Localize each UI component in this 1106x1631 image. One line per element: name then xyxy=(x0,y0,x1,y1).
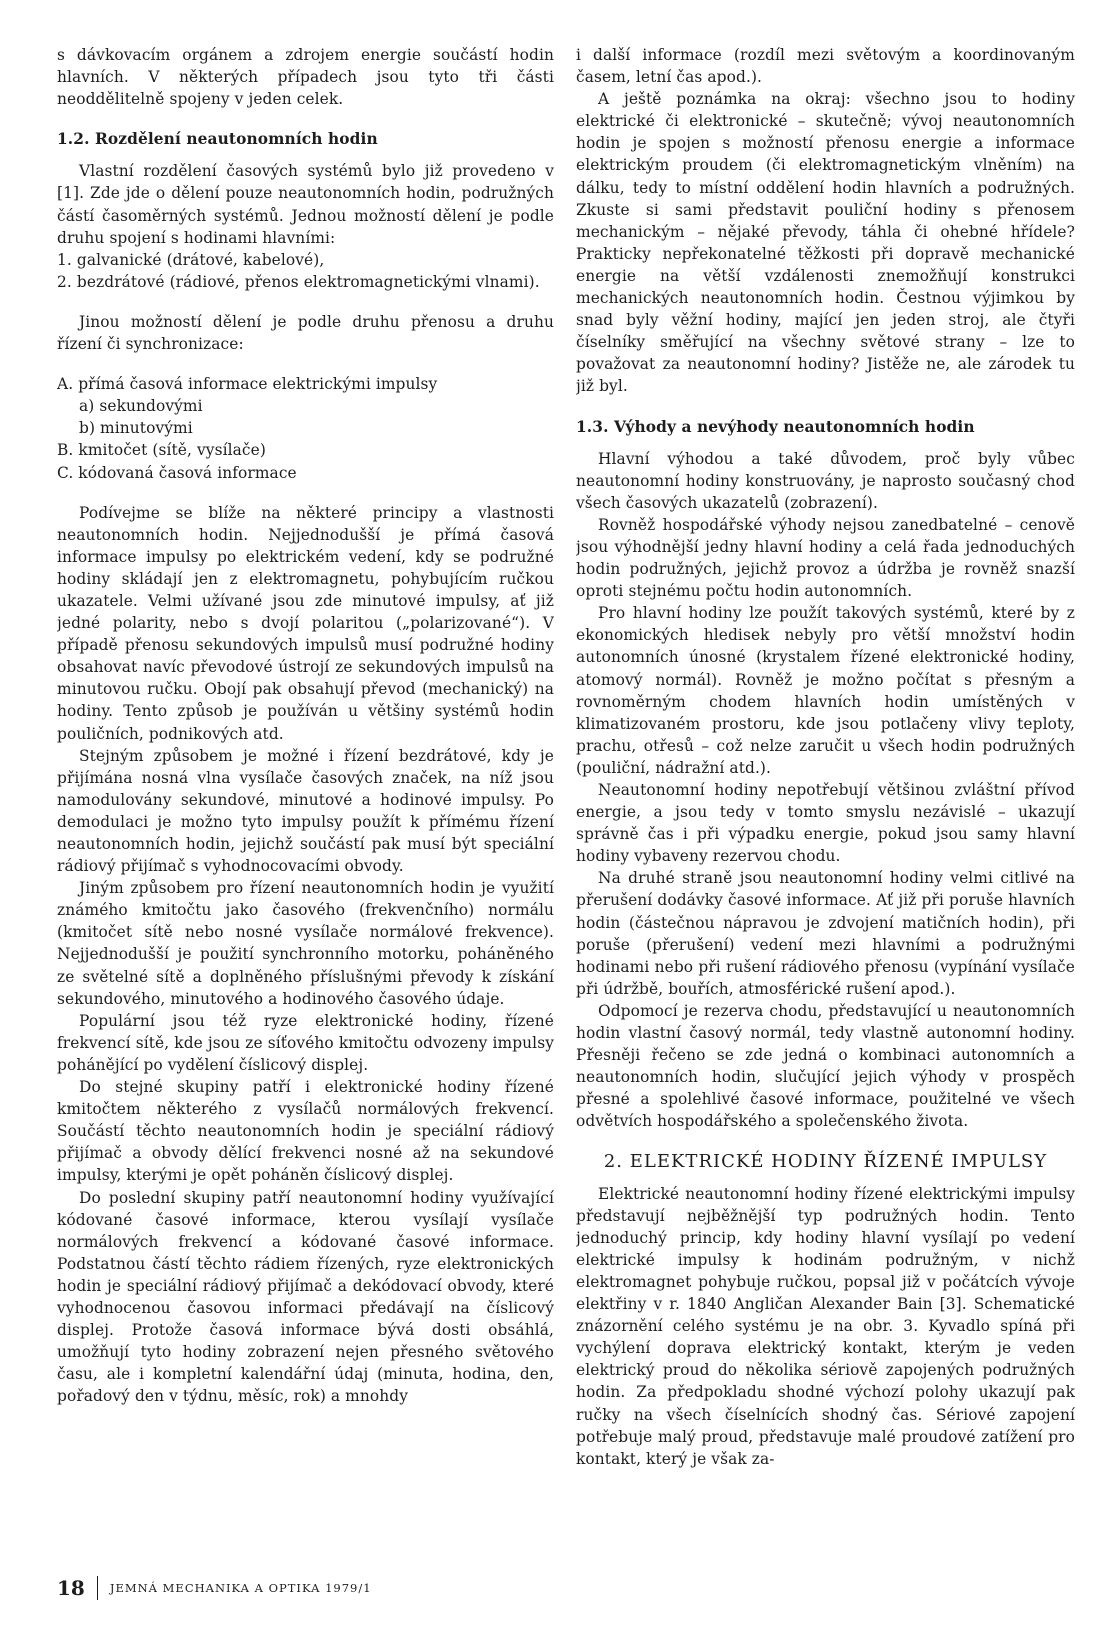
list-subitem-minutes: b) minutovými xyxy=(79,419,193,438)
paragraph-continuation: i další informace (rozdíl mezi světovým a koordinovaným časem, letní čas apod.). xyxy=(576,46,1075,87)
page-number: 18 xyxy=(57,1576,85,1600)
right-column xyxy=(576,44,1075,1524)
paragraph-same-group: Do stejné skupiny patří i elektronické hodiny řízené kmitočtem některého z vysílačů normálových frekvencí. Součástí těchto neautonomních hodin je speciální rádiový přijímač a obvody dělící frekvenci nosné až na sekundové impulsy, kterými je opět poháněn číslicový displej. xyxy=(57,1078,554,1185)
paragraph-second-division: Jinou možností dělení je podle druhu přenosu a druhu řízení či synchronizace: xyxy=(57,312,554,354)
paragraph-master-clock: Pro hlavní hodiny lze použít takových systémů, které by z ekonomických hledisek nebyly pro větší množství hodin autonomních únosné (krystalem řízené elektronické hodiny, atomový normál). Rovněž je možno počítat s přesným a rovnoměrným chodem hlavních hodin umístěných v klimatizovaném prostoru, kde jsou potlačeny vlivy teploty, prachu, otřesů – což nelze zaručit u všech hodin podružných (pouliční, nádražní atd.). xyxy=(576,604,1075,777)
footer-divider xyxy=(97,1576,98,1600)
paragraph-sensitivity: Na druhé straně jsou neautonomní hodiny velmi citlivé na přerušení dodávky časové informace. Ať již při poruše hlavních hodin (částečnou nápravou je zdvojení matičních hodin), při poruše (přerušení) vedení mezi hlavními a podružnými hodinami nebo při rušení rádiového přenosu (vypínání vysílače při údržbě, bouřích, atmosférické rušení apod.). xyxy=(576,869,1075,998)
paragraph-division: Vlastní rozdělení časových systémů bylo již provedeno v [1]. Zde jde o dělení pouze neautonomních hodin, podružných částí časoměrných systémů. Jednou možností dělení je podle druhu spojení s hodinami hlavními: xyxy=(57,162,554,247)
list-item-b: B. kmitočet (sítě, vysílače) xyxy=(57,441,266,460)
section-heading-1-2: 1.2. Rozdělení neautonomních hodin xyxy=(57,130,378,149)
paragraph-electronic-clocks: Populární jsou též ryze elektronické hodiny, řízené frekvencí sítě, kde jsou ze síťového kmitočtu odvozeny impulsy pohánějící po vydělení číslicový displej. xyxy=(57,1011,554,1074)
section-heading-1-3: 1.3. Výhody a nevýhody neautonomních hodin xyxy=(576,417,975,436)
paragraph-wireless-control: Stejným způsobem je možné i řízení bezdrátové, kdy je přijímána nosná vlna vysílače časových značek, na níž jsou namodulovány sekundové, minutové a hodinové impulsy. Po demodulaci je možno tyto impulsy použít k přímému řízení neautonomních hodin, jejichž součástí pak musí být speciální rádiový přijímač s vyhodnocovacími obvody. xyxy=(57,746,554,876)
paragraph-chapter-2: Elektrické neautonomní hodiny řízené elektrickými impulsy představují nejběžnější typ podružných hodin. Tento jednoduchý princip, kdy hodiny hlavní vysílají po vedení elektrické impulsy k hodinám podružným, v nichž elektromagnet pohybuje ručkou, popsal již v počátcích vývoje elektřiny v r. 1840 Angličan Alexander Bain [3]. Schematické znázornění celého systému je na obr. 3. Kyvadlo spíná při vychýlení doprava elektrický kontakt, kterým je veden elektrický proud do několika sériově zapojených podružných hodin. Za předpokladu shodné výchozí polohy ukazují pak ručky na všech číselnících shodný čas. Sériové zapojení potřebuje malý proud, představuje malé proudové zatížení pro kontakt, který je však za- xyxy=(576,1184,1075,1468)
list-item-galvanic: 1. galvanické (drátové, kabelové), xyxy=(57,250,325,269)
paragraph-economic: Rovněž hospodářské výhody nejsou zanedbatelné – cenově jsou výhodnější jedny hlavní hodiny a celá řada jednoduchých hodin podružných, jejichž provoz a údržba je rovněž snazší oproti stejnému počtu hodin autonomních. xyxy=(576,515,1075,601)
chapter-heading-2: 2. ELEKTRICKÉ HODINY ŘÍZENÉ IMPULSY xyxy=(603,1150,1048,1172)
paragraph-intro: s dávkovacím orgánem a zdrojem energie součástí hodin hlavních. V některých případech jsou tyto tři části neoddělitelně spojeny v jeden celek. xyxy=(57,46,554,109)
journal-name: JEMNÁ MECHANIKA A OPTIKA 1979/1 xyxy=(109,1581,372,1595)
list-item-c: C. kódovaná časová informace xyxy=(57,463,297,482)
list-subitem-seconds: a) sekundovými xyxy=(79,397,203,416)
paragraph-last-group: Do poslední skupiny patří neautonomní hodiny využívající kódované časové informace, kterou vysílají vysílače normálových frekvencí a kódované časové informace. Podstatnou částí těchto rádiem řízených, ryze elektronických hodin je speciální rádiový přijímač a dekódovací obvody, které vyhodnocenou časovou informaci předávají na číslicový displej. Protože časová informace bývá dosti obsáhlá, umožňují tyto hodiny zobrazení nejen přesného světového času, ale i kompletní kalendářní údaj (minuta, hodina, den, pořadový den v týdnu, měsíc, rok) a mnohdy xyxy=(57,1188,554,1406)
paragraph-remedy: Odpomocí je rezerva chodu, představující u neautonomních hodin vlastní časový normál, tedy vlastně autonomní hodiny. Přesněji řečeno se zde jedná o kombinaci autonomních a neautonomních hodin, slučující jejich výhody v prospěch přesné a spolehlivé časové informace, použitelné ve všech odvětvích hospodářského a společenského života. xyxy=(576,1001,1075,1131)
paragraph-margin-note: A ještě poznámka na okraj: všechno jsou to hodiny elektrické či elektronické – skutečně; vývoj neautonomních hodin je spojen s možností přenosu energie a informace elektrickým proudem (či elektromagnetickým vlněním) na dálku, tedy to místní oddělení hodin hlavních a podružných. Zkuste si sami představit pouliční hodiny s přenosem mechanickým – nějaké převody, táhla či ohebné hřídele? Prakticky nepřekonatelné těžkosti při dopravě mechanické energie na větší vzdálenosti znemožňují konstrukci mechanických neautonomních hodin. Čestnou výjimkou by snad byly věžní hodiny, mající jen jeden stroj, ale čtyři číselníky směřující na všechny světové strany – lze to považovat za neautonomní hodiny? Jistěže ne, ale zárodek tu již byl. xyxy=(576,90,1075,396)
left-column xyxy=(57,44,554,1524)
paragraph-frequency-normal: Jiným způsobem pro řízení neautonomních hodin je využití známého kmitočtu jako časového (frekvenčního) normálu (kmitočet sítě nebo nosné vysílače normálové frekvence). Nejjednodušší je použití synchronního motorku, poháněného ze světelné sítě a doplněného příslušnými převody k získání sekundového, minutového a hodinového časového údaje. xyxy=(57,879,554,1008)
paragraph-principles: Podívejme se blíže na některé principy a vlastnosti neautonomních hodin. Nejjednodušší je přímá časová informace impulsy po elektrickém vedení, kdy se podružné hodiny skládají jen z elektromagnetu, pohybujícím ručkou ukazatele. Velmi užívané jsou zde minutové impulsy, ať již jedné polarity, nebo s dvojí polaritou („polarizované“). V případě přenosu sekundových impulsů musí podružné hodiny obsahovat navíc převodové ústrojí ze sekundových impulsů na minutovou ručku. Obojí pak obsahují převod (mechanický) na hodiny. Tento způsob je používán u většiny systémů hodin pouličních, podnikových atd. xyxy=(57,503,554,743)
list-item-wireless: 2. bezdrátové (rádiové, přenos elektromagnetickými vlnami). xyxy=(57,272,540,291)
list-item-a: A. přímá časová informace elektrickými impulsy xyxy=(57,375,438,394)
paragraph-main-advantage: Hlavní výhodou a také důvodem, proč byly vůbec neautonomní hodiny konstruovány, je naprosto současný chod všech časových ukazatelů (zobrazení). xyxy=(576,449,1075,512)
paragraph-energy: Neautonomní hodiny nepotřebují většinou zvláštní přívod energie, a jsou tedy v tomto smyslu nezávislé – ukazují správně čas i při výpadku energie, pokud jsou samy hlavní hodiny vybaveny rezervou chodu. xyxy=(576,781,1075,866)
page-footer xyxy=(57,1574,372,1602)
